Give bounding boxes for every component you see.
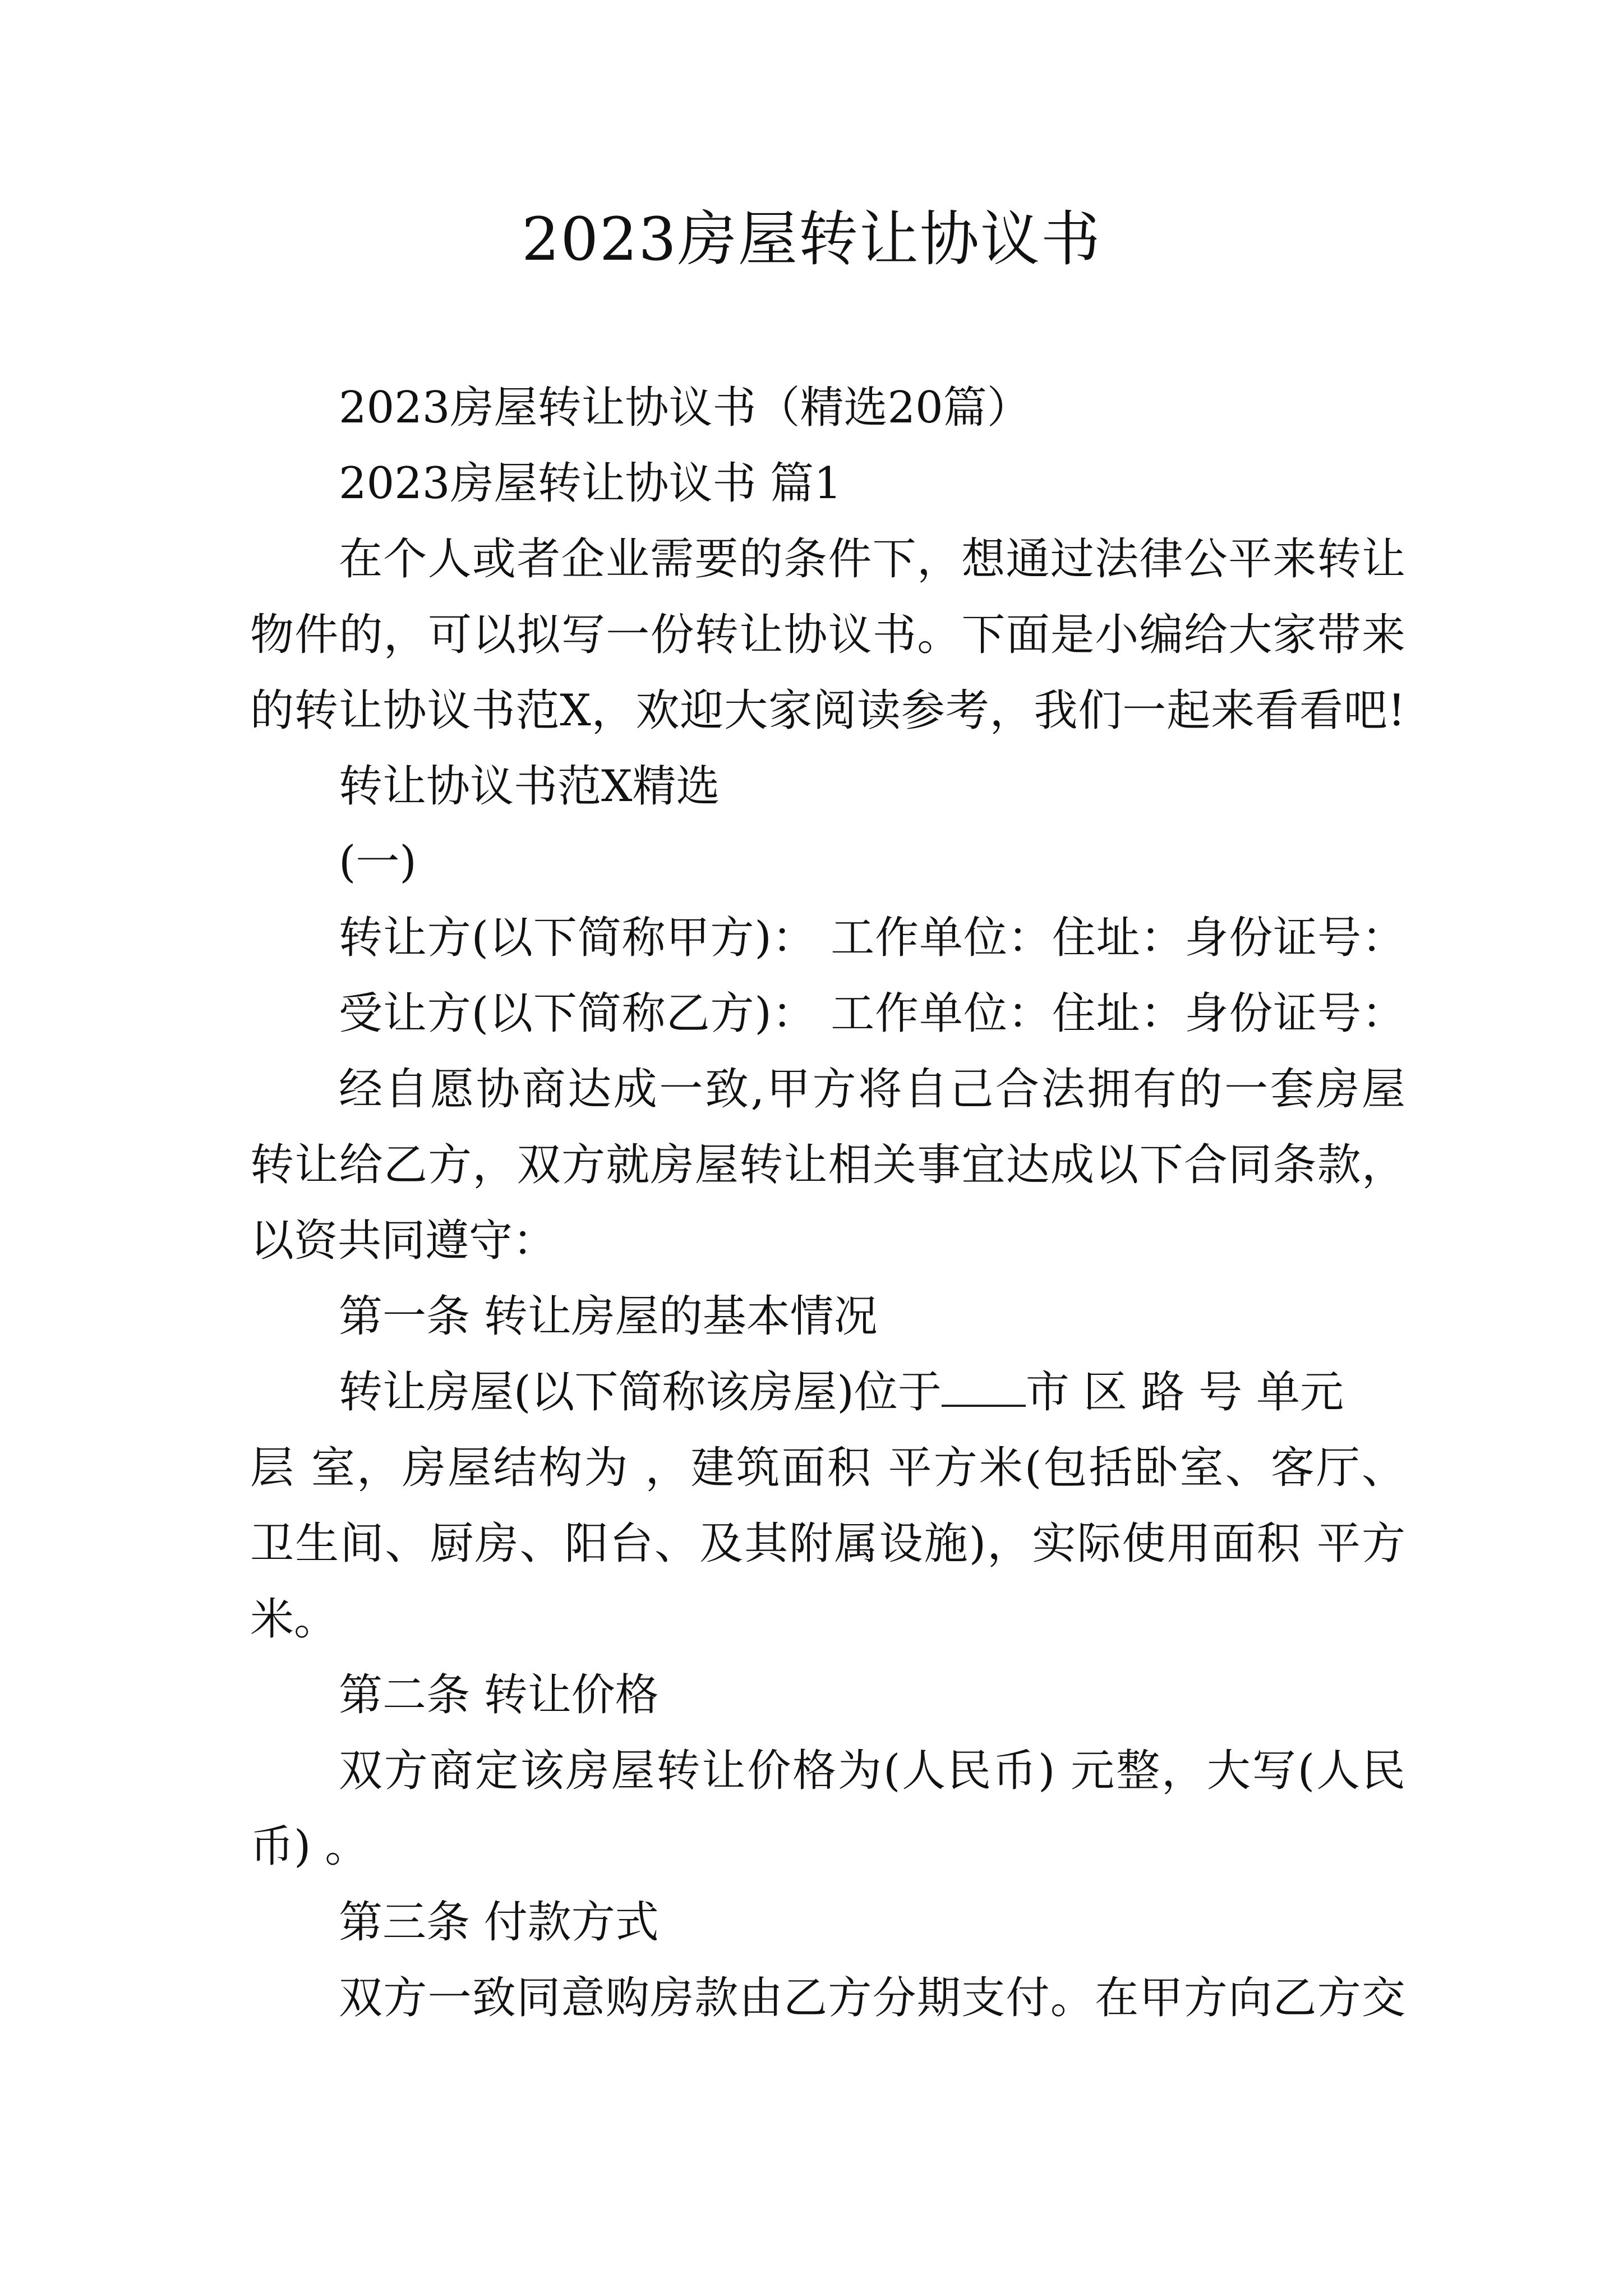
subtitle-line: 2023房屋转让协议书（精选20篇）: [339, 383, 1031, 433]
paragraph-line: 转让给乙方，双方就房屋转让相关事宜达成以下合同条款，: [250, 1140, 1405, 1190]
paragraph-line: 双方商定该房屋转让价格为(人民币) 元整，大写(人民: [339, 1746, 1405, 1796]
paragraph-line: 卫生间、厨房、阳台、及其附属设施)，实际使用面积 平方: [250, 1519, 1405, 1569]
paragraph-line: 以资共同遵守：: [250, 1216, 557, 1266]
document-body: [250, 370, 1405, 2036]
paragraph-line: 物件的，可以拟写一份转让协议书。下面是小编给大家带来: [250, 610, 1405, 660]
paragraph-line-with-blank: [250, 1355, 1405, 1430]
paragraph-line: (一): [339, 837, 417, 887]
paragraph-line: 双方一致同意购房款由乙方分期支付。在甲方向乙方交: [339, 1973, 1405, 2023]
paragraph-text: 转让房屋(以下简称该房屋)位于: [339, 1367, 942, 1418]
section-heading: 2023房屋转让协议书 篇1: [339, 458, 842, 509]
paragraph-line: 转让协议书范X精选: [339, 761, 720, 812]
paragraph-line: 层 室，房屋结构为 ，建筑面积 平方米(包括卧室、客厅、: [250, 1443, 1405, 1493]
article-heading: 第二条 转让价格: [339, 1670, 659, 1720]
paragraph-text: 市 区 路 号 单元: [1025, 1367, 1344, 1418]
paragraph-line: 在个人或者企业需要的条件下，想通过法律公平来转让: [339, 534, 1405, 585]
paragraph-line: 经自愿协商达成一致,甲方将自己合法拥有的一套房屋: [339, 1064, 1405, 1115]
paragraph-line: 币) 。: [250, 1821, 369, 1872]
paragraph-line: 的转让协议书范X，欢迎大家阅读参考，我们一起来看看吧!: [250, 685, 1405, 736]
fill-in-blank: [942, 1371, 1026, 1407]
paragraph-line: 转让方(以下简称甲方)： 工作单位：住址：身份证号：: [339, 913, 1405, 963]
paragraph-line: 受让方(以下简称乙方)： 工作单位：住址：身份证号：: [339, 988, 1405, 1039]
article-heading: 第一条 转让房屋的基本情况: [339, 1291, 878, 1342]
document-title: 2023房屋转让协议书: [522, 205, 1101, 274]
article-heading: 第三条 付款方式: [339, 1897, 659, 1948]
paragraph-line: 米。: [250, 1594, 338, 1645]
